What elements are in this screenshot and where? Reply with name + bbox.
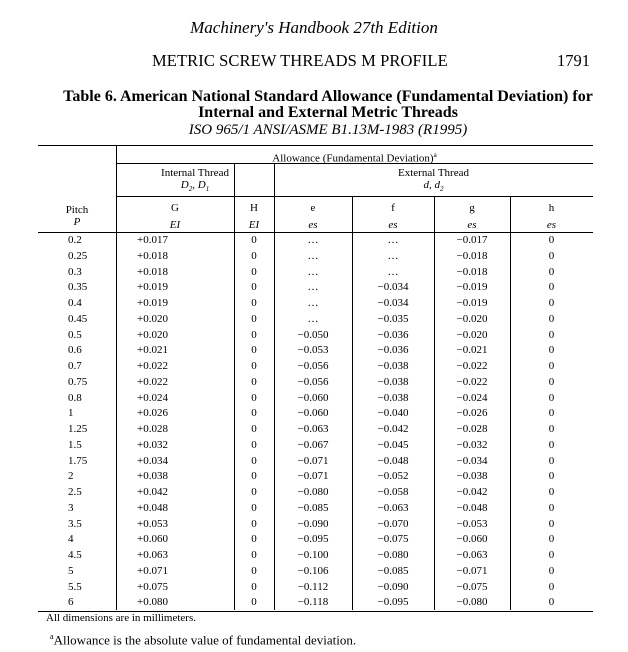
cell-e: −0.106 bbox=[297, 564, 329, 577]
cell-H: 0 bbox=[251, 517, 257, 530]
table-row bbox=[38, 469, 593, 485]
cell-pitch: 1 bbox=[68, 407, 74, 420]
cell-pitch: 0.4 bbox=[68, 297, 82, 309]
cell-f: −0.075 bbox=[377, 533, 409, 546]
external-thread-symbols: d, $d_2$ bbox=[423, 179, 444, 194]
footnote-a: $^a$Allowance is the absolute value of fundamental deviation. bbox=[50, 632, 357, 648]
cell-f: −0.095 bbox=[377, 596, 409, 609]
cell-g: −0.048 bbox=[456, 501, 488, 514]
cell-e: −0.063 bbox=[297, 423, 329, 435]
cell-f: −0.034 bbox=[377, 281, 409, 294]
cell-f: −0.045 bbox=[377, 438, 409, 451]
cell-H: 0 bbox=[251, 344, 257, 357]
cell-e: −0.071 bbox=[297, 454, 329, 467]
cell-H: 0 bbox=[251, 454, 257, 467]
cell-h: 0 bbox=[548, 454, 555, 467]
cell-pitch: 0.7 bbox=[68, 360, 82, 372]
table-row bbox=[38, 359, 593, 375]
cell-G: +0.020 bbox=[137, 328, 168, 341]
table-row bbox=[38, 438, 593, 454]
cell-G: +0.075 bbox=[137, 580, 168, 593]
table-subtitle: ISO 965/1 ANSI/ASME B1.13M-1983 (R1995) bbox=[188, 122, 468, 138]
cell-G: +0.038 bbox=[137, 470, 168, 483]
cell-g: −0.021 bbox=[456, 344, 488, 357]
cell-g: −0.032 bbox=[456, 438, 488, 451]
table-row bbox=[38, 391, 593, 407]
table-row bbox=[38, 595, 593, 611]
cell-h: 0 bbox=[548, 501, 555, 514]
cell-pitch: 0.3 bbox=[68, 265, 82, 278]
cell-f: … bbox=[387, 249, 399, 262]
cell-g: −0.022 bbox=[456, 360, 488, 372]
table-title-line-1: Table 6. American National Standard Allowance (Fundamental Deviation) for bbox=[63, 88, 593, 105]
cell-G: +0.018 bbox=[137, 265, 168, 278]
subgroup-header-rule bbox=[116, 196, 593, 197]
cell-e: −0.071 bbox=[297, 470, 329, 483]
cell-g: −0.017 bbox=[456, 234, 488, 246]
cell-g: −0.020 bbox=[456, 328, 488, 341]
cell-g: −0.020 bbox=[456, 312, 488, 325]
cell-f: −0.038 bbox=[377, 360, 409, 372]
table-row bbox=[38, 265, 593, 281]
cell-e: … bbox=[307, 234, 319, 246]
cell-h: 0 bbox=[548, 486, 555, 498]
column-header-g: g es bbox=[467, 202, 477, 231]
cell-G: +0.060 bbox=[137, 533, 168, 546]
cell-G: +0.017 bbox=[137, 234, 168, 246]
cell-pitch: 0.8 bbox=[68, 391, 82, 404]
internal-thread-header: Internal Thread $D_2$, $D_1$ bbox=[116, 167, 274, 195]
cell-f: … bbox=[387, 265, 399, 278]
cell-pitch: 3.5 bbox=[68, 517, 82, 530]
cell-G: +0.080 bbox=[137, 596, 168, 609]
cell-e: −0.085 bbox=[297, 501, 329, 514]
cell-e: −0.080 bbox=[297, 486, 329, 498]
cell-pitch: 0.5 bbox=[68, 328, 82, 341]
cell-G: +0.018 bbox=[137, 249, 168, 262]
cell-f: … bbox=[387, 234, 399, 246]
table-row bbox=[38, 580, 593, 596]
cell-pitch: 6 bbox=[68, 596, 74, 609]
cell-pitch: 0.25 bbox=[68, 249, 88, 262]
cell-G: +0.032 bbox=[137, 438, 168, 451]
cell-H: 0 bbox=[251, 470, 257, 483]
column-header-G: G EI bbox=[169, 202, 181, 231]
cell-e: −0.095 bbox=[297, 533, 329, 546]
table-body bbox=[38, 233, 593, 611]
cell-h: 0 bbox=[548, 312, 555, 325]
cell-f: −0.090 bbox=[377, 580, 409, 593]
table-row bbox=[38, 249, 593, 265]
cell-pitch: 0.35 bbox=[68, 281, 88, 294]
cell-G: +0.022 bbox=[137, 360, 168, 372]
cell-f: −0.035 bbox=[377, 312, 409, 325]
cell-g: −0.018 bbox=[456, 249, 488, 262]
cell-pitch: 2.5 bbox=[68, 486, 82, 498]
cell-e: −0.056 bbox=[297, 360, 329, 372]
cell-h: 0 bbox=[548, 375, 555, 388]
cell-e: −0.100 bbox=[297, 549, 329, 561]
cell-e: −0.060 bbox=[297, 407, 329, 420]
cell-e: −0.118 bbox=[297, 596, 329, 609]
cell-e: −0.060 bbox=[297, 391, 329, 404]
cell-G: +0.019 bbox=[137, 281, 168, 294]
cell-g: −0.019 bbox=[456, 297, 488, 309]
table-row bbox=[38, 422, 593, 438]
table-row bbox=[38, 548, 593, 564]
cell-f: −0.085 bbox=[377, 564, 409, 577]
cell-h: 0 bbox=[548, 360, 555, 372]
table-row bbox=[38, 233, 593, 249]
cell-G: +0.034 bbox=[137, 454, 168, 467]
cell-pitch: 0.2 bbox=[68, 234, 82, 246]
cell-G: +0.042 bbox=[137, 486, 168, 498]
cell-f: −0.080 bbox=[377, 549, 409, 561]
table-row bbox=[38, 485, 593, 501]
cell-G: +0.021 bbox=[137, 344, 168, 357]
cell-pitch: 3 bbox=[68, 501, 74, 514]
cell-H: 0 bbox=[251, 564, 257, 577]
cell-e: … bbox=[307, 297, 319, 309]
cell-pitch: 5.5 bbox=[68, 580, 82, 593]
cell-f: −0.042 bbox=[377, 423, 409, 435]
cell-G: +0.053 bbox=[137, 517, 168, 530]
cell-H: 0 bbox=[251, 596, 257, 609]
cell-g: −0.075 bbox=[456, 580, 488, 593]
cell-H: 0 bbox=[251, 533, 257, 546]
cell-g: −0.080 bbox=[456, 596, 488, 609]
cell-e: −0.067 bbox=[297, 438, 329, 451]
table-row bbox=[38, 564, 593, 580]
cell-H: 0 bbox=[251, 486, 257, 498]
cell-f: −0.070 bbox=[377, 517, 409, 530]
column-header-h: h es bbox=[546, 202, 557, 231]
cell-pitch: 0.45 bbox=[68, 312, 88, 325]
cell-G: +0.048 bbox=[137, 501, 168, 514]
cell-G: +0.024 bbox=[137, 391, 168, 404]
cell-h: 0 bbox=[548, 564, 555, 577]
table-row bbox=[38, 406, 593, 422]
cell-pitch: 2 bbox=[68, 470, 74, 483]
cell-H: 0 bbox=[251, 360, 257, 372]
cell-pitch: 0.6 bbox=[68, 344, 82, 357]
cell-H: 0 bbox=[251, 501, 257, 514]
column-header-f: f es bbox=[388, 202, 398, 231]
cell-g: −0.063 bbox=[456, 549, 488, 561]
cell-f: −0.052 bbox=[377, 470, 409, 483]
cell-h: 0 bbox=[548, 391, 555, 404]
cell-h: 0 bbox=[548, 265, 555, 278]
table-row bbox=[38, 328, 593, 344]
table-row bbox=[38, 501, 593, 517]
cell-H: 0 bbox=[251, 281, 257, 294]
cell-H: 0 bbox=[251, 234, 257, 246]
cell-pitch: 1.25 bbox=[68, 423, 88, 435]
cell-h: 0 bbox=[548, 328, 555, 341]
external-thread-header: External Thread d, $d_2$ bbox=[274, 167, 593, 195]
cell-e: … bbox=[307, 281, 319, 294]
cell-H: 0 bbox=[251, 265, 257, 278]
cell-G: +0.071 bbox=[137, 564, 168, 577]
cell-f: −0.063 bbox=[377, 501, 409, 514]
cell-h: 0 bbox=[548, 438, 555, 451]
cell-g: −0.053 bbox=[456, 517, 488, 530]
table-row bbox=[38, 517, 593, 533]
cell-H: 0 bbox=[251, 438, 257, 451]
cell-e: −0.050 bbox=[297, 328, 329, 341]
cell-pitch: 1.5 bbox=[68, 438, 82, 451]
cell-e: … bbox=[307, 312, 319, 325]
cell-pitch: 1.75 bbox=[68, 454, 88, 467]
table-row bbox=[38, 343, 593, 359]
page-number: 1791 bbox=[557, 51, 590, 70]
cell-H: 0 bbox=[251, 249, 257, 262]
internal-thread-symbols: $D_2$, $D_1$ bbox=[180, 179, 210, 194]
cell-e: −0.090 bbox=[297, 517, 329, 530]
cell-g: −0.038 bbox=[456, 470, 488, 483]
cell-g: −0.028 bbox=[456, 423, 488, 435]
cell-G: +0.063 bbox=[137, 549, 168, 561]
column-header-e: e es bbox=[308, 202, 318, 231]
cell-H: 0 bbox=[251, 391, 257, 404]
cell-h: 0 bbox=[548, 580, 555, 593]
cell-h: 0 bbox=[548, 297, 555, 309]
column-header-H: H EI bbox=[248, 202, 260, 231]
table-title bbox=[40, 89, 616, 121]
cell-h: 0 bbox=[548, 249, 555, 262]
cell-f: −0.036 bbox=[377, 344, 409, 357]
table-row bbox=[38, 296, 593, 312]
cell-H: 0 bbox=[251, 549, 257, 561]
table-row bbox=[38, 375, 593, 391]
cell-f: −0.038 bbox=[377, 391, 409, 404]
cell-g: −0.071 bbox=[456, 564, 488, 577]
pitch-header: Pitch P bbox=[38, 204, 116, 228]
cell-h: 0 bbox=[548, 407, 555, 420]
cell-f: −0.038 bbox=[377, 375, 409, 388]
cell-h: 0 bbox=[548, 596, 555, 609]
cell-g: −0.018 bbox=[456, 265, 488, 278]
cell-g: −0.042 bbox=[456, 486, 488, 498]
cell-g: −0.024 bbox=[456, 391, 488, 404]
cell-e: … bbox=[307, 265, 319, 278]
cell-pitch: 5 bbox=[68, 564, 74, 577]
cell-H: 0 bbox=[251, 407, 257, 420]
table-row bbox=[38, 454, 593, 470]
cell-G: +0.022 bbox=[137, 375, 168, 388]
cell-g: −0.019 bbox=[456, 281, 488, 294]
cell-f: −0.036 bbox=[377, 328, 409, 341]
cell-g: −0.034 bbox=[456, 454, 488, 467]
cell-h: 0 bbox=[548, 281, 555, 294]
running-header: Machinery's Handbook 27th Edition bbox=[190, 18, 438, 37]
cell-e: −0.056 bbox=[297, 375, 329, 388]
cell-f: −0.048 bbox=[377, 454, 409, 467]
cell-G: +0.019 bbox=[137, 297, 168, 309]
cell-e: −0.053 bbox=[297, 344, 329, 357]
cell-H: 0 bbox=[251, 423, 257, 435]
cell-H: 0 bbox=[251, 375, 257, 388]
section-title: METRIC SCREW THREADS M PROFILE bbox=[152, 51, 448, 70]
cell-G: +0.026 bbox=[137, 407, 168, 420]
cell-e: −0.112 bbox=[297, 580, 329, 593]
cell-f: −0.040 bbox=[377, 407, 409, 420]
cell-h: 0 bbox=[548, 517, 555, 530]
allowance-group-header: Allowance (Fundamental Deviation)$^a$ bbox=[272, 151, 437, 165]
cell-h: 0 bbox=[548, 423, 555, 435]
cell-G: +0.028 bbox=[137, 423, 168, 435]
cell-g: −0.026 bbox=[456, 407, 488, 420]
cell-H: 0 bbox=[251, 580, 257, 593]
cell-pitch: 4 bbox=[68, 533, 74, 546]
cell-G: +0.020 bbox=[137, 312, 168, 325]
table-row bbox=[38, 280, 593, 296]
table-row bbox=[38, 532, 593, 548]
cell-g: −0.060 bbox=[456, 533, 488, 546]
cell-h: 0 bbox=[548, 470, 555, 483]
cell-pitch: 0.75 bbox=[68, 375, 88, 388]
cell-g: −0.022 bbox=[456, 375, 488, 388]
cell-H: 0 bbox=[251, 297, 257, 309]
cell-H: 0 bbox=[251, 328, 257, 341]
cell-e: … bbox=[307, 249, 319, 262]
cell-h: 0 bbox=[548, 549, 555, 561]
table-title-line-2: Internal and External Metric Threads bbox=[198, 104, 458, 121]
cell-f: −0.058 bbox=[377, 486, 409, 498]
cell-H: 0 bbox=[251, 312, 257, 325]
table-row bbox=[38, 312, 593, 328]
pitch-symbol: P bbox=[73, 216, 81, 228]
cell-h: 0 bbox=[548, 344, 555, 357]
cell-h: 0 bbox=[548, 533, 555, 546]
cell-h: 0 bbox=[548, 234, 555, 246]
units-note: All dimensions are in millimeters. bbox=[46, 612, 197, 624]
cell-f: −0.034 bbox=[377, 297, 409, 309]
cell-pitch: 4.5 bbox=[68, 549, 82, 561]
